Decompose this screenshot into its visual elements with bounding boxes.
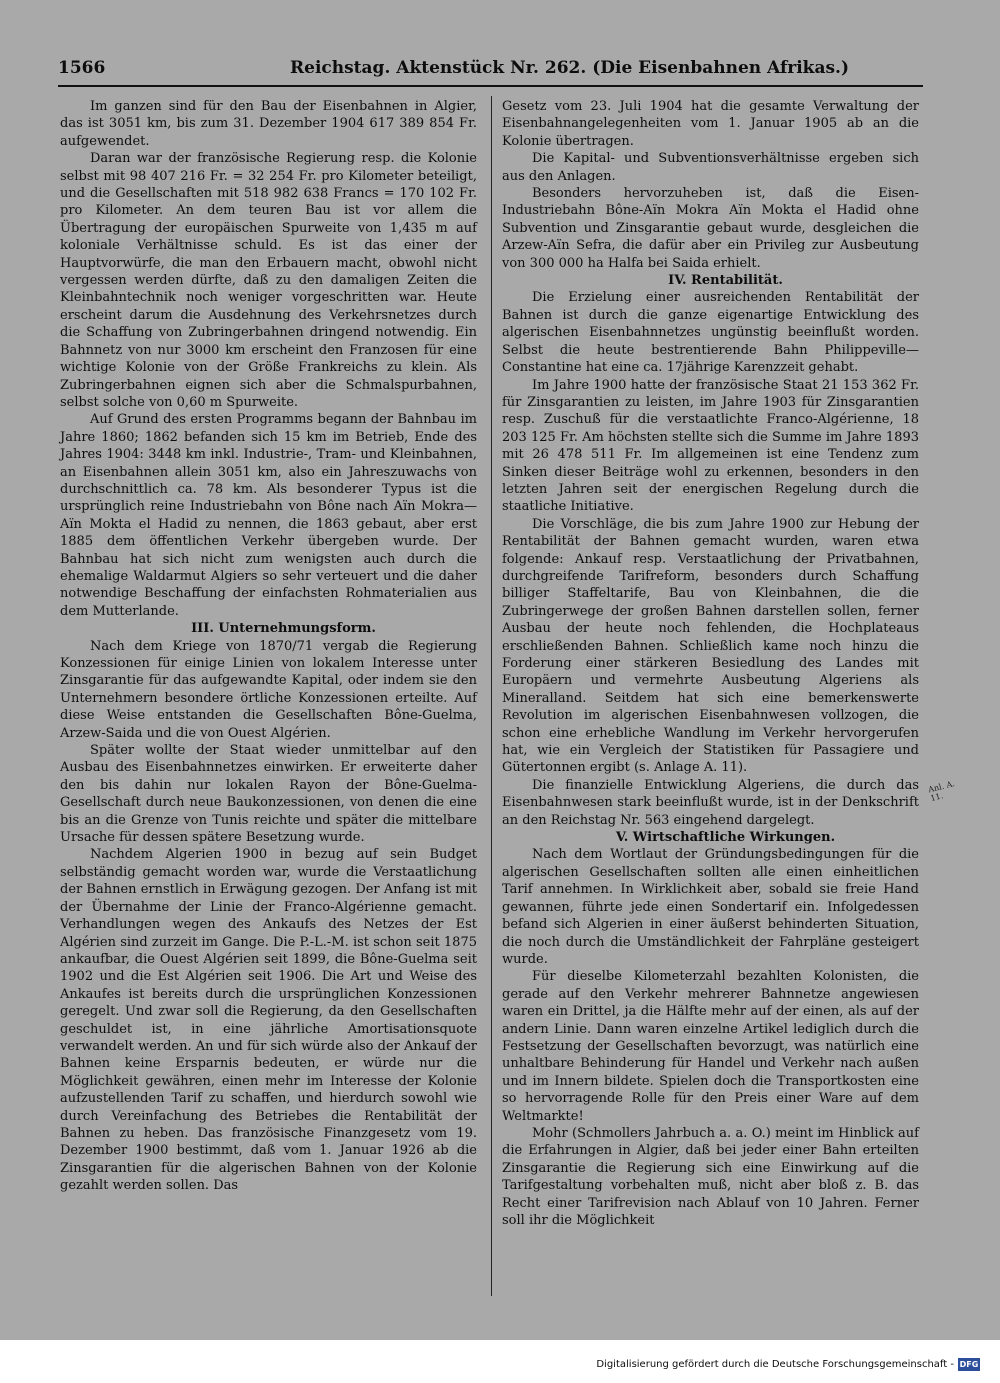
digitization-footer [560,1357,980,1375]
paragraph: Nachdem Algerien 1900 in bezug auf sein Budget selbständig gemacht worden war, wurde die Verstaatlichung der Bahnen ernstlich in Erwägung gezogen. Der Anfang ist mit der Übernahme der Linie der Franco-Algérienne gemacht. Verhandlungen wegen des Ankaufs des Netzes der Est Algérien sind zurzeit im Gange. Die P.-L.-M. ist schon seit 1875 ankaufbar, die Ouest Algérien seit 1899, die Bône-Guelma seit 1902 und die Est Algérien seit 1906. Die Art und Weise des Ankaufes ist bereits durch die ursprünglichen Konzessionen geregelt. Und zwar soll die Regierung, da den Gesellschaften geschuldet ist, in eine jährliche Amortisationsquote verwandelt werden. An und für sich würde also der Ankauf der Bahnen keine Ersparnis bedeuten, er würde nur die Möglichkeit gewähren, einen mehr im Interesse der Kolonie aufzustellenden Tarif zu schaffen, und hierdurch sowohl wie durch Vereinfachung des Betriebes die Rentabilität der Bahnen zu heben. Das französische Finanzgesetz vom 19. Dezember 1900 bestimmt, daß vom 1. Januar 1926 ab die Zinsgarantien für die algerischen Bahnen von der Kolonie gezahlt werden sollen. Das [60,847,477,1194]
paragraph: Besonders hervorzuheben ist, daß die Eisen-Industriebahn Bône-Aïn Mokra Aïn Mokta el Hadid ohne Subvention und Zinsgarantie gebaut wurde, desgleichen die Arzew-Aïn Sefra, die dafür aber ein Privileg zur Ausbeutung von 300 000 ha Halfa bei Saida erhielt. [502,186,919,271]
page-number: 1566 [58,58,106,78]
section-heading-v: V. Wirtschaftliche Wirkungen. [615,830,836,846]
paragraph: Im Jahre 1900 hatte der französische Staat 21 153 362 Fr. für Zinsgarantien zu leisten, im Jahre 1903 für Zinsgarantien resp. Zuschuß für die verstaatlichte Franco-Algérienne, 18 203 125 Fr. Am höchsten stellte sich die Summe im Jahre 1893 mit 26 478 511 Fr. Im allgemeinen ist eine Tendenz zum Sinken dieser Beiträge wohl zu erkennen, besonders in den letzten Jahren seit der energischen Regelung durch die staatliche Initiative. [502,377,919,515]
paragraph: Im ganzen sind für den Bau der Eisenbahnen in Algier, das ist 3051 km, bis zum 31. Dezember 1904 617 389 854 Fr. aufgewendet. [60,99,477,149]
paragraph: Mohr (Schmollers Jahrbuch a. a. O.) meint im Hinblick auf die Erfahrungen in Algier, daß bei jeder einer Bahn erteilten Zinsgarantie die Regierung sich eine Einwirkung auf die Tarifgestaltung vorbehalten muß, nicht aber bloß z. B. das Recht einer Tarifrevision nach Ablauf von 10 Jahren. Ferner soll ihr die Möglichkeit [502,1125,919,1228]
paragraph: Nach dem Kriege von 1870/71 vergab die Regierung Konzessionen für einige Linien von lokalem Interesse unter Zinsgarantie für das aufgewandte Kapital, oder indem sie den Unternehmern besondere örtliche Konzessionen erteilte. Auf diese Weise entstanden die Gesellschaften Bône-Guelma, Arzew-Saida und die von Ouest Algérien. [60,638,477,741]
column-divider [491,96,492,1296]
header-rule [58,85,923,87]
paragraph: Auf Grund des ersten Programms begann der Bahnbau im Jahre 1860; 1862 befanden sich 15 km im Betrieb, Ende des Jahres 1904: 3448 km inkl. Industrie-, Tram- und Kleinbahnen, an Eisenbahnen allein 3051 km, also ein Jahreszuwachs von durchschnittlich ca. 78 km. Als besonderer Typus ist die ursprünglich reine Industriebahn von Bône nach Aïn Mokra—Aïn Mokta el Hadid zu nennen, die 1863 gebaut, aber erst 1885 dem öffentlichen Verkehr übergeben wurde. Der Bahnbau hat sich nicht zum wenigsten auch durch die ehemalige Waldarmut Algiers so sehr verteuert und die daher notwendige Beschaffung der einfachsten Rohmaterialien aus dem Mutterlande. [60,412,477,619]
paragraph: Gesetz vom 23. Juli 1904 hat die gesamte Verwaltung der Eisenbahnangelegenheiten vom 1. Januar 1905 ab an die Kolonie übertragen. [502,99,919,149]
footer-text: Digitalisierung gefördert durch die Deutsche Forschungsgemeinschaft - [596,1359,954,1370]
left-column [60,98,477,1195]
paragraph: Daran war der französische Regierung resp. die Kolonie selbst mit 98 407 216 Fr. = 32 254 Fr. pro Kilometer beteiligt, und die Gesellschaften mit 518 982 638 Francs = 170 102 Fr. pro Kilometer. An dem teuren Bau ist vor allem die Übertragung der europäischen Spurweite von 1,435 m auf koloniale Verhältnisse schuld. Es ist das einer der Hauptvorwürfe, die man den Erbauern macht, obwohl nicht vergessen werden dürfte, daß zu den damaligen Zeiten die Kleinbahntechnik noch weniger vorgeschritten war. Heute erscheint darum die Ausdehnung des Verkehrsnetzes durch die Schaffung von Zubringerbahnen dringend notwendig. Ein Bahnnetz von nur 3000 km erscheint den Franzosen für eine wichtige Kolonie von der Größe Frankreichs zu klein. Als Zubringerbahnen eignen sich aber die Schmalspurbahnen, selbst solche von 0,60 m Spurweite. [60,151,477,410]
running-head [58,58,923,84]
paragraph: Die Kapital- und Subventionsverhältnisse ergeben sich aus den Anlagen. [502,151,919,184]
section-heading-iv: IV. Rentabilität. [668,273,783,289]
section-heading-iii: III. Unternehmungsform. [191,621,376,637]
dfg-logo-icon: DFG [959,1360,979,1369]
paragraph: Später wollte der Staat wieder unmittelbar auf den Ausbau des Eisenbahnnetzes einwirken. Er erweiterte daher den bis dahin nur lokalen Rayon der Bône-Guelma-Gesellschaft durch neue Baukonzessionen, von denen die eine bis an die Grenze von Tunis reichte und später die mittelbare Ursache für dessen spätere Besetzung wurde. [60,743,477,846]
paragraph: Nach dem Wortlaut der Gründungsbedingungen für die algerischen Gesellschaften sollten alle einen einheitlichen Tarif annehmen. In Wirklichkeit aber, sobald sie freie Hand gewannen, führte jede einen Sondertarif ein. Infolgedessen befand sich Algerien in einer äußerst behinderten Situation, die noch durch die Umständlichkeit der Fahrpläne gesteigert wurde. [502,847,919,967]
paragraph: Die finanzielle Entwicklung Algeriens, die durch das Eisenbahnwesen stark beeinflußt wurde, ist in der Denkschrift an den Reichstag Nr. 563 eingehend dargelegt. [502,777,919,828]
running-head-title: Reichstag. Aktenstück Nr. 262. (Die Eisenbahnen Afrikas.) [290,58,849,78]
paragraph: Die Vorschläge, die bis zum Jahre 1900 zur Hebung der Rentabilität der Bahnen gemacht wurden, waren etwa folgende: Ankauf resp. Verstaatlichung der Privatbahnen, durchgreifende Tarifreform, besonders durch Schaffung billiger Staffeltarife, Bau von Kleinbahnen, die die Zubringerwege der großen Bahnen darstellen sollen, ferner Ausbau der heute noch fehlenden, die Hochplateaus erschließenden Bahnen. Schließlich kame noch hinzu die Forderung einer stärkeren Besiedlung des Landes mit Europäern und vermehrte Ausbeutung Algeriens als Mineralland. Seitdem hat sich eine bemerkenswerte Revolution im algerischen Eisenbahnwesen vollzogen, die schon eine erhebliche Wandlung im Verkehr hervorgerufen hat, wie ein Vergleich der Statistiken für Passagiere und Gütertonnen ergibt (s. Anlage A. 11). [502,516,919,776]
margin-note: Anl. A. 11. [927,779,956,804]
paragraph: Die Erzielung einer ausreichenden Rentabilität der Bahnen ist durch die ganze eigenartige Entwicklung des algerischen Eisenbahnnetzes ungünstig beeinflußt worden. Selbst die heute bestrentierende Bahn Philippeville—Constantine hat eine ca. 17jährige Karenzzeit gehabt. [502,290,919,376]
right-column [502,98,919,1229]
paragraph: Für dieselbe Kilometerzahl bezahlten Kolonisten, die gerade auf den Verkehr mehrerer Bahnnetze angewiesen waren ein Drittel, ja die Hälfte mehr auf der einen, als auf der andern Linie. Dann waren einzelne Artikel lediglich durch die Festsetzung der Gesellschaften bevorzugt, was natürlich eine unhaltbare Behinderung für Handel und Verkehr nach außen und im Innern bildete. Spielen doch die Transportkosten eine so hervorragende Rolle für den Preis einer Ware auf dem Weltmarkte! [502,969,919,1124]
